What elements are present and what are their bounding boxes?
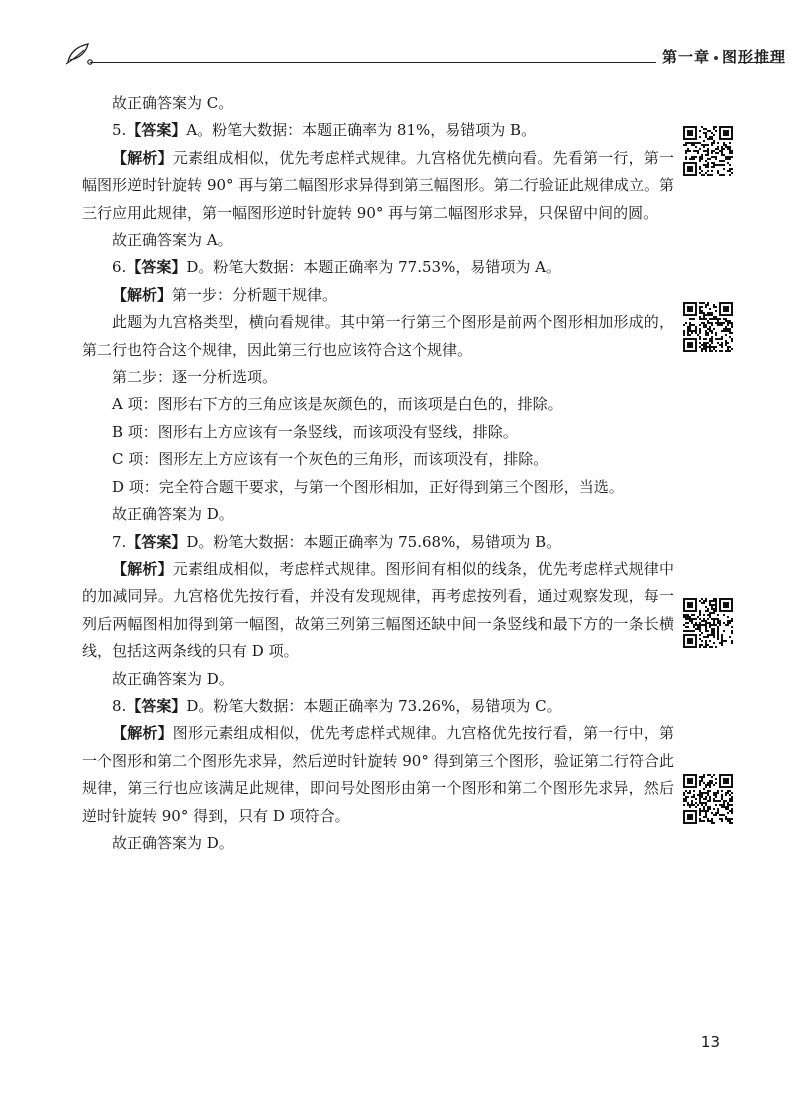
q8-answer-tag: 【答案】 <box>126 696 187 715</box>
q6-option-d: D 项：完全符合题干要求，与第一个图形相加，正好得到第三个图形，当选。 <box>112 477 624 496</box>
q6-answer-text: D。粉笔大数据：本题正确率为 77.53%，易错项为 A。 <box>186 258 561 277</box>
q8-final: 故正确答案为 D。 <box>112 833 234 852</box>
q6-explanation-text: 第一步：分析题干规律。 <box>172 285 338 304</box>
q8-answer <box>82 693 674 720</box>
q8-answer-text: D。粉笔大数据：本题正确率为 73.26%，易错项为 C。 <box>186 696 562 715</box>
header-separator-dot <box>714 56 718 60</box>
q5-number: 5. <box>112 121 127 140</box>
q7-explanation-text: 元素组成相似，考虑样式规律。图形间有相似的线条，优先考虑样式规律中的加减同异。九宫格优先按行看，并没有发现规律，再考虑按列看，通过观察发现，每一列后两幅图相加得到第一幅图，故第三列第三幅图还缺中间一条竖线和最下方的一条长横线，包括这两条线的只有 D 项。 <box>82 559 674 661</box>
chapter-number: 第一章 <box>662 48 711 66</box>
q7-explanation-tag: 【解析】 <box>112 559 173 578</box>
q6-answer <box>82 254 674 281</box>
page-number: 13 <box>700 1033 720 1051</box>
q6-option-a: A 项：图形右下方的三角应该是灰颜色的，而该项是白色的，排除。 <box>112 395 563 414</box>
q8-explanation-text: 图形元素组成相似，优先考虑样式规律。九宫格优先按行看，第一行中，第一个图形和第二个图形先求异，然后逆时针旋转 90° 得到第三个图形，验证第二行符合此规律，第三行也应该满足此规律，即问号处图形由第一个图形和第二个图形先求异，然后逆时针旋转 90° 得到，只有 D 项符合。 <box>82 724 674 825</box>
q6-explanation-tag: 【解析】 <box>112 285 173 304</box>
q6-explanation <box>82 282 674 309</box>
q6-option-b: B 项：图形右上方应该有一条竖线，而该项没有竖线，排除。 <box>112 422 518 441</box>
q7-final: 故正确答案为 D。 <box>112 669 234 688</box>
q8-number: 8. <box>112 696 127 715</box>
q8-qr-code-icon[interactable] <box>683 774 733 824</box>
q5-explanation-text: 元素组成相似，优先考虑样式规律。九宫格优先横向看。先看第一行，第一幅图形逆时针旋转 90° 再与第二幅图形求异得到第三幅图形。第二行验证此规律成立。第三行应用此规律，第一幅图形逆时针旋转 90° 再与第二幅图形求异，只保留中间的圆。 <box>82 148 674 222</box>
q5-final: 故正确答案为 A。 <box>112 231 233 250</box>
q6-option-c: C 项：图形左上方应该有一个灰色的三角形，而该项没有，排除。 <box>112 450 549 469</box>
q6-answer-tag: 【答案】 <box>126 258 187 277</box>
q7-explanation <box>82 556 674 666</box>
header-chapter-title <box>662 46 786 67</box>
header-rule <box>90 62 656 63</box>
q5-explanation <box>82 145 674 227</box>
page-header <box>64 34 787 70</box>
answer-line: 故正确答案为 C。 <box>112 94 234 112</box>
q5-qr-code-icon[interactable] <box>683 126 733 176</box>
q5-answer-text: A。粉笔大数据：本题正确率为 81%，易错项为 B。 <box>186 121 537 140</box>
q6-qr-code-icon[interactable] <box>683 302 733 352</box>
q7-answer-tag: 【答案】 <box>126 532 187 551</box>
q5-explanation-tag: 【解析】 <box>112 148 173 167</box>
chapter-title: 图形推理 <box>722 48 787 66</box>
q5-answer <box>82 117 674 144</box>
header-rule-right <box>738 62 774 63</box>
q7-answer <box>82 529 674 556</box>
q6-paragraph-2: 第二步：逐一分析选项。 <box>112 368 278 387</box>
q8-explanation-tag: 【解析】 <box>112 724 173 743</box>
q6-final: 故正确答案为 D。 <box>112 505 234 524</box>
q6-number: 6. <box>112 258 127 277</box>
q8-explanation <box>82 720 674 830</box>
q6-paragraph-1: 此题为九宫格类型，横向看规律。其中第一行第三个图形是前两个图形相加形成的，第二行也符合这个规律，因此第三行也应该符合这个规律。 <box>82 313 674 359</box>
q7-answer-text: D。粉笔大数据：本题正确率为 75.68%，易错项为 B。 <box>186 532 562 551</box>
q7-number: 7. <box>112 532 127 551</box>
page-content <box>82 90 674 857</box>
q7-qr-code-icon[interactable] <box>683 598 733 648</box>
q5-answer-tag: 【答案】 <box>126 121 187 140</box>
